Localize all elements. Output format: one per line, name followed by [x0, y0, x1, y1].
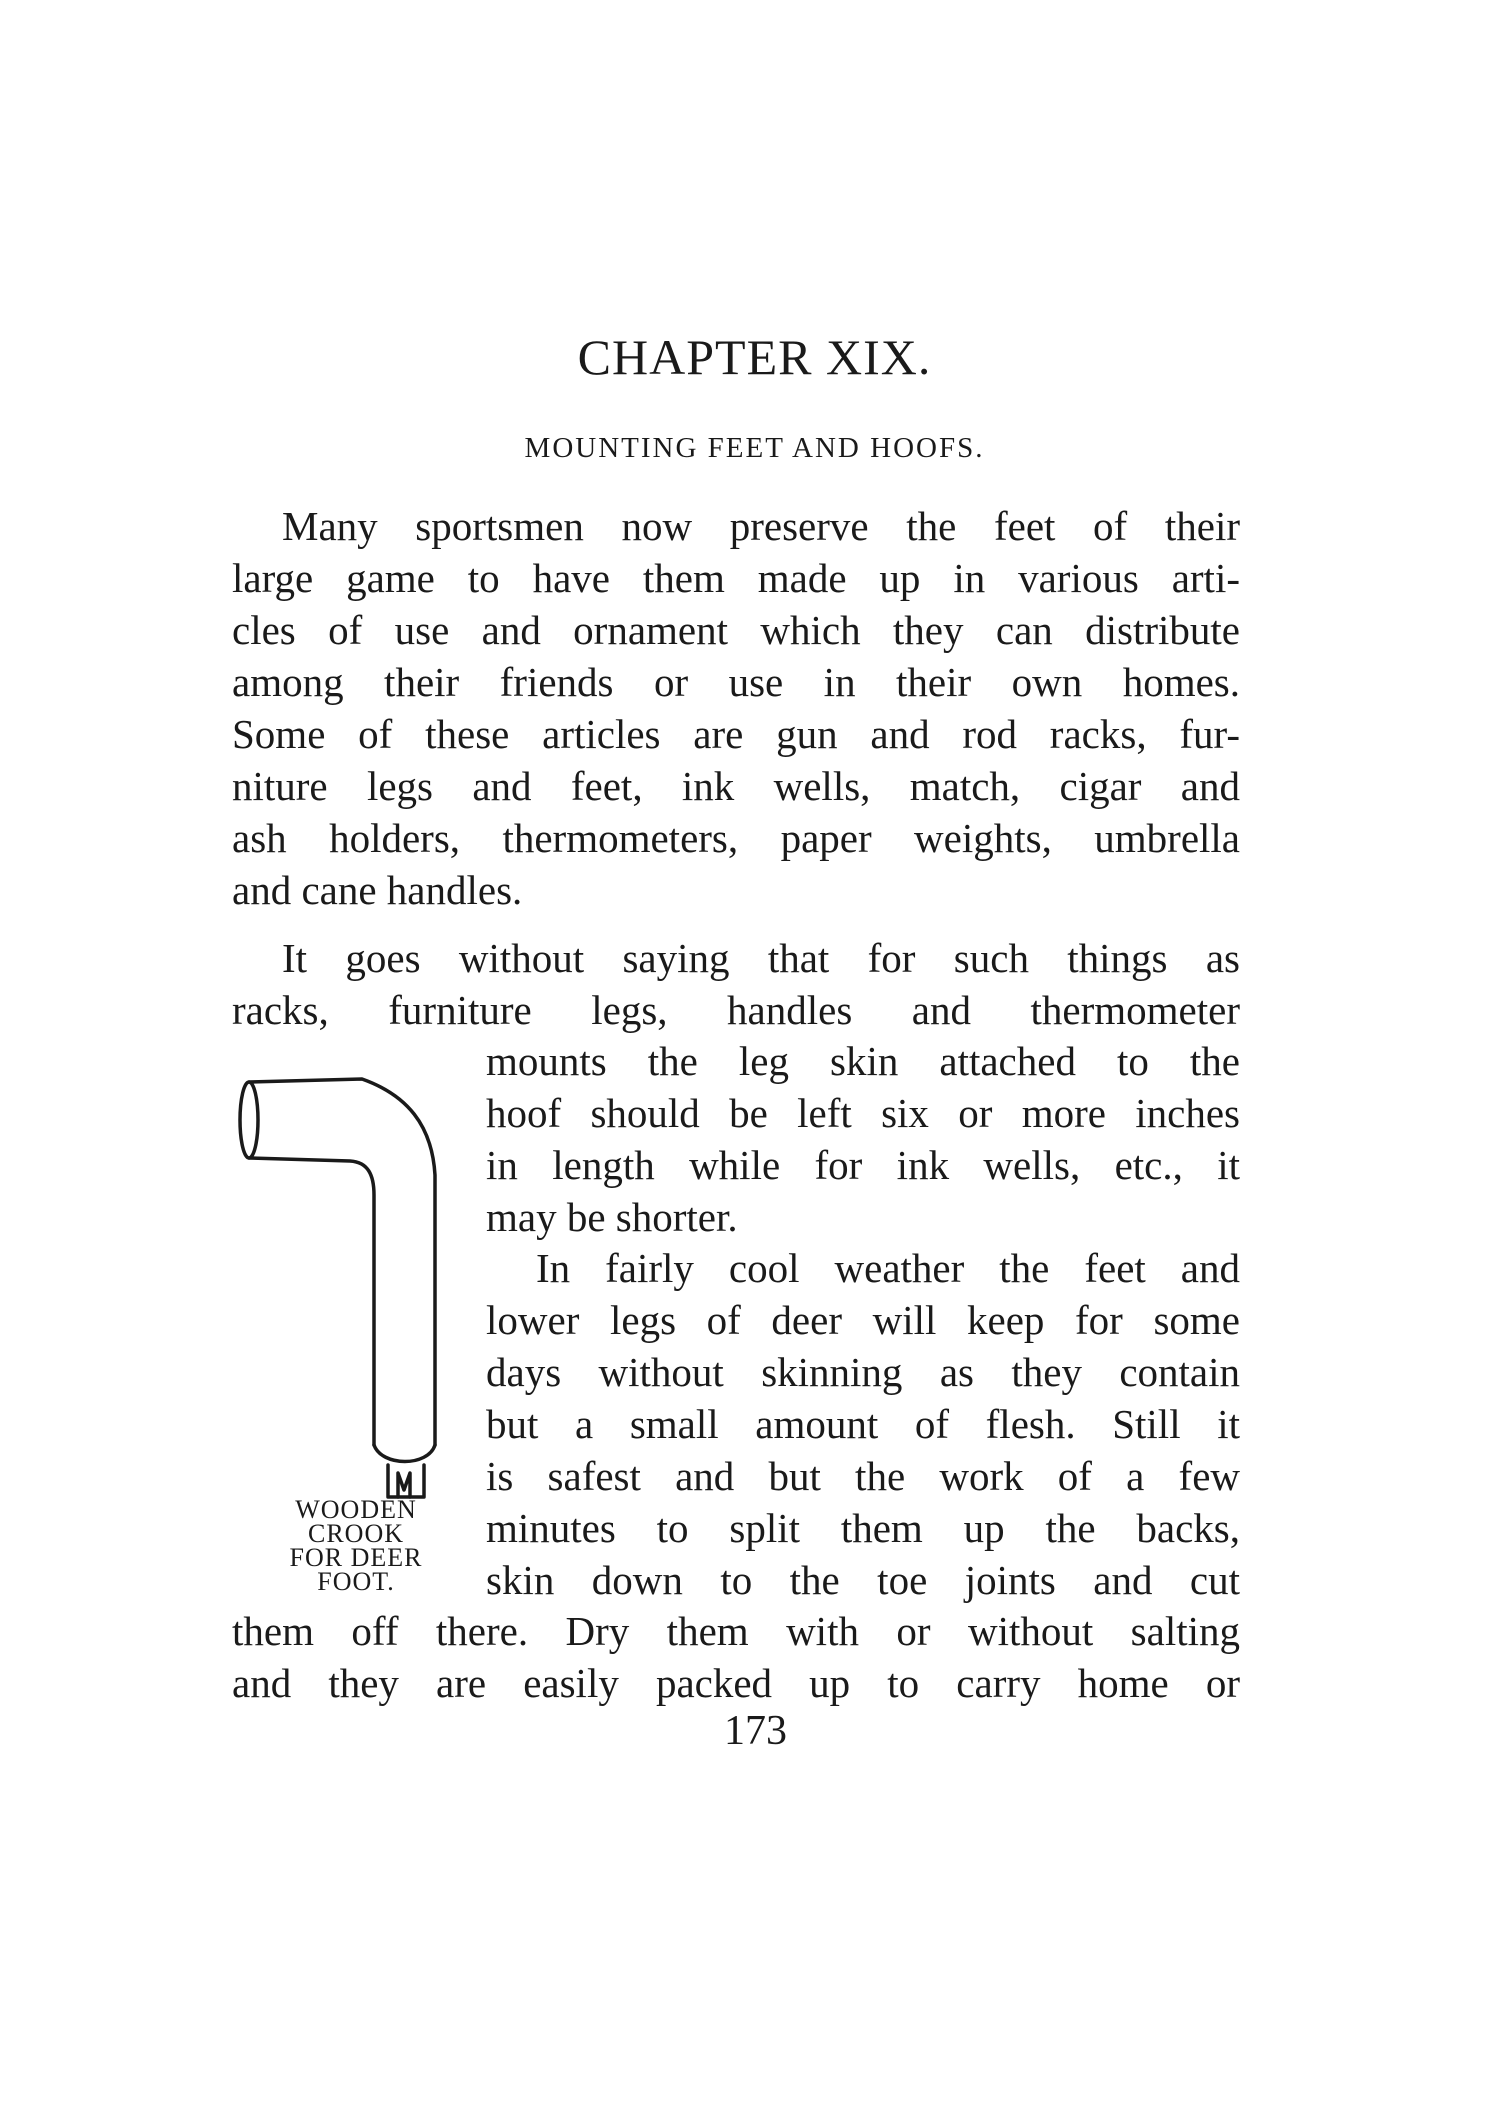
caption-line: FOOT. — [317, 1567, 395, 1596]
paragraph-3-narrow — [486, 1242, 1240, 1606]
text-line: Many sportsmen now preserve the feet of their — [282, 503, 1240, 549]
paragraph-2-full — [232, 932, 1240, 1036]
section-title: MOUNTING FEET AND HOOFS. — [524, 432, 985, 464]
text-line: In fairly cool weather the feet and — [536, 1245, 1240, 1291]
text-line: but a small amount of flesh. Still it — [486, 1401, 1240, 1447]
text-line: in length while for ink wells, etc., it — [486, 1142, 1240, 1188]
text-line: minutes to split them up the backs, — [486, 1505, 1240, 1551]
paragraph-2-narrow — [486, 1035, 1240, 1243]
text-line: racks, furniture legs, handles and thermometer — [232, 987, 1240, 1033]
text-line: cles of use and ornament which they can distribute — [232, 607, 1240, 653]
text-line: may be shorter. — [486, 1194, 738, 1240]
paragraph-3-full — [232, 1605, 1240, 1709]
text-line: skin down to the toe joints and cut — [486, 1557, 1240, 1603]
text-line: It goes without saying that for such things as — [282, 935, 1240, 981]
caption-line: FOR DEER — [289, 1543, 423, 1572]
figure-caption — [236, 1495, 476, 1596]
caption-line: CROOK — [307, 1519, 404, 1548]
text-line: ash holders, thermometers, paper weights, umbrella — [232, 815, 1240, 861]
chapter-title: CHAPTER XIX. — [577, 329, 932, 385]
text-line: hoof should be left six or more inches — [486, 1090, 1240, 1136]
text-line: Some of these articles are gun and rod racks, fur- — [232, 711, 1240, 757]
text-line: mounts the leg skin attached to the — [486, 1038, 1240, 1084]
text-line: large game to have them made up in various arti- — [232, 555, 1240, 601]
wooden-crook-figure — [232, 1035, 457, 1505]
page-number: 173 — [724, 1708, 787, 1754]
text-line: and they are easily packed up to carry home or — [232, 1660, 1240, 1706]
paragraph-1 — [232, 500, 1240, 916]
text-line: among their friends or use in their own homes. — [232, 659, 1240, 705]
text-line: them off there. Dry them with or without salting — [232, 1608, 1240, 1654]
text-line: days without skinning as they contain — [486, 1349, 1240, 1395]
wooden-crook-icon — [232, 1035, 457, 1505]
text-line: lower legs of deer will keep for some — [486, 1297, 1240, 1343]
text-line: niture legs and feet, ink wells, match, cigar and — [232, 763, 1240, 809]
caption-line: WOODEN — [295, 1495, 417, 1524]
text-line: and cane handles. — [232, 867, 523, 913]
text-line: is safest and but the work of a few — [486, 1453, 1240, 1499]
